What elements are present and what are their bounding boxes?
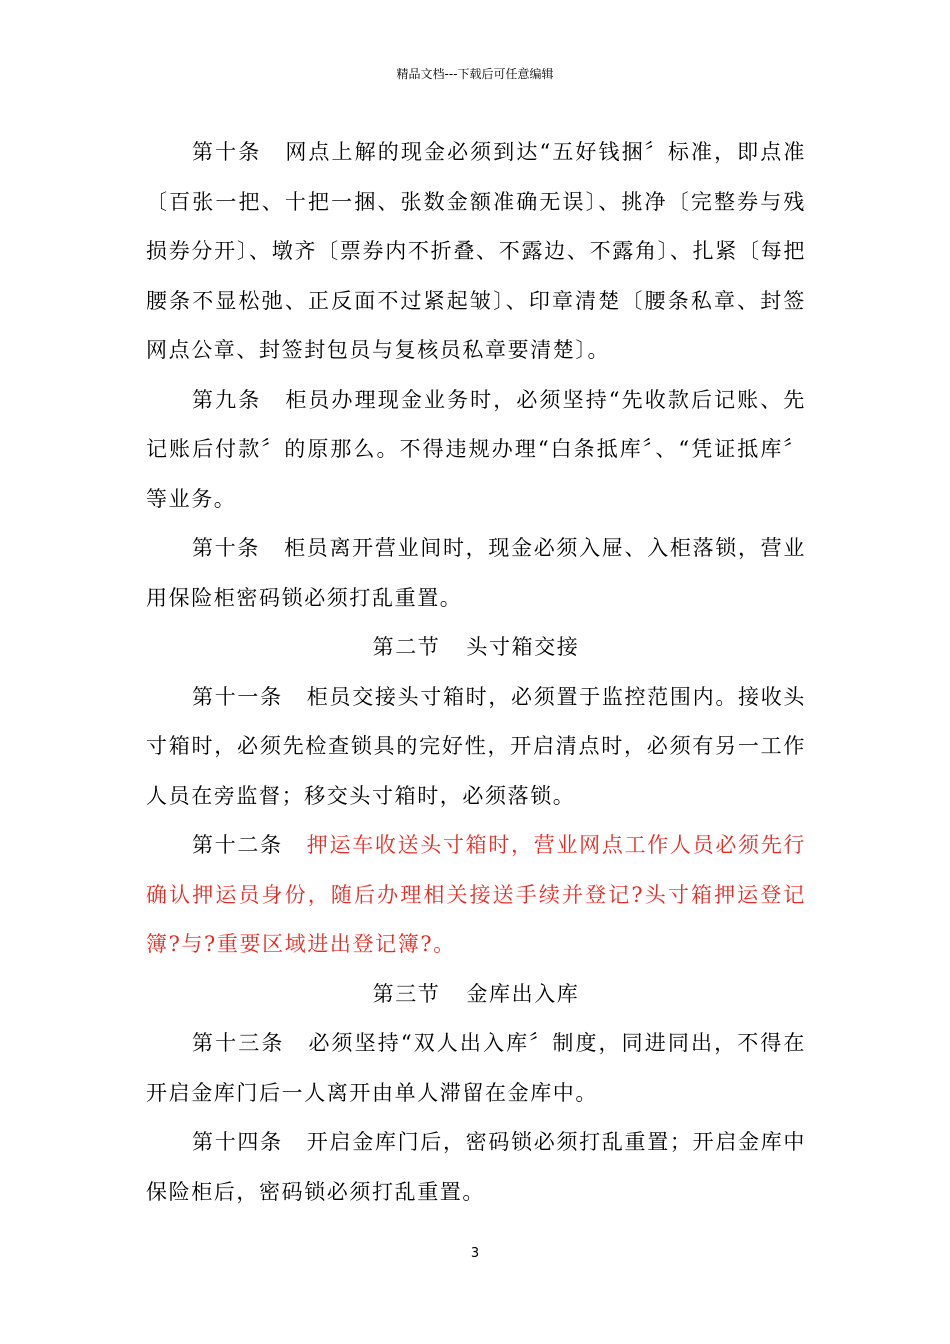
article-paragraph xyxy=(146,376,806,525)
article-paragraph xyxy=(146,1019,806,1118)
article-paragraph xyxy=(146,128,806,376)
section-heading xyxy=(146,623,806,673)
article-text: 柜员离开营业间时，现金必须入屉、入柜落锁，营业用保险柜密码锁必须打乱重置。 xyxy=(146,536,806,610)
section-title: 头寸箱交接 xyxy=(466,635,580,659)
article-paragraph xyxy=(146,1118,806,1217)
article-text: 必须坚持“双人出入库〞制度，同进同出，不得在开启金库门后一人离开由单人滞留在金库中。 xyxy=(146,1031,807,1105)
article-number: 第十二条 xyxy=(192,833,283,857)
article-number: 第十四条 xyxy=(192,1130,283,1154)
article-number: 第十条 xyxy=(192,536,261,560)
article-number: 第十条 xyxy=(192,140,262,164)
article-text: 网点上解的现金必须到达“五好钱捆〞标准，即点准〔百张一把、十把一捆、张数金额准确无误〕、挑净〔完整券与残损券分开〕、墩齐〔票券内不折叠、不露边、不露角〕、扎紧〔每把腰条不显松弛、正反面不过紧起皱〕、印章清楚〔腰条私章、封签网点公章、封签封包员与复核员私章要清楚〕。 xyxy=(146,140,806,362)
article-paragraph xyxy=(146,524,806,623)
article-text: 开启金库门后，密码锁必须打乱重置；开启金库中保险柜后，密码锁必须打乱重置。 xyxy=(146,1130,807,1204)
article-text: 押运车收送头寸箱时，营业网点工作人员必须先行确认押运员身份，随后办理相关接送手续并登记?头寸箱押运登记簿?与?重要区域进出登记簿?。 xyxy=(146,833,807,956)
section-title: 金库出入库 xyxy=(466,981,580,1006)
page-number: 3 xyxy=(470,1246,480,1261)
page-header: 精品文档---下载后可任意编辑 xyxy=(396,67,554,81)
document-body xyxy=(146,128,806,1217)
article-number: 第九条 xyxy=(192,387,262,412)
article-text: 柜员办理现金业务时，必须坚持“先收款后记账、先记账后付款〞的原那么。不得违规办理“白条抵库〞、“凭证抵库〞等业务。 xyxy=(146,387,806,511)
article-paragraph-highlighted xyxy=(146,821,806,970)
section-number: 第三节 xyxy=(372,981,441,1006)
article-number: 第十一条 xyxy=(192,684,283,709)
article-paragraph xyxy=(146,673,806,822)
article-text: 柜员交接头寸箱时，必须置于监控范围内。接收头寸箱时，必须先检查锁具的完好性，开启清点时，必须有另一工作人员在旁监督；移交头寸箱时，必须落锁。 xyxy=(146,684,807,808)
section-heading xyxy=(146,970,806,1020)
section-number: 第二节 xyxy=(372,635,441,659)
article-number: 第十三条 xyxy=(192,1031,285,1055)
